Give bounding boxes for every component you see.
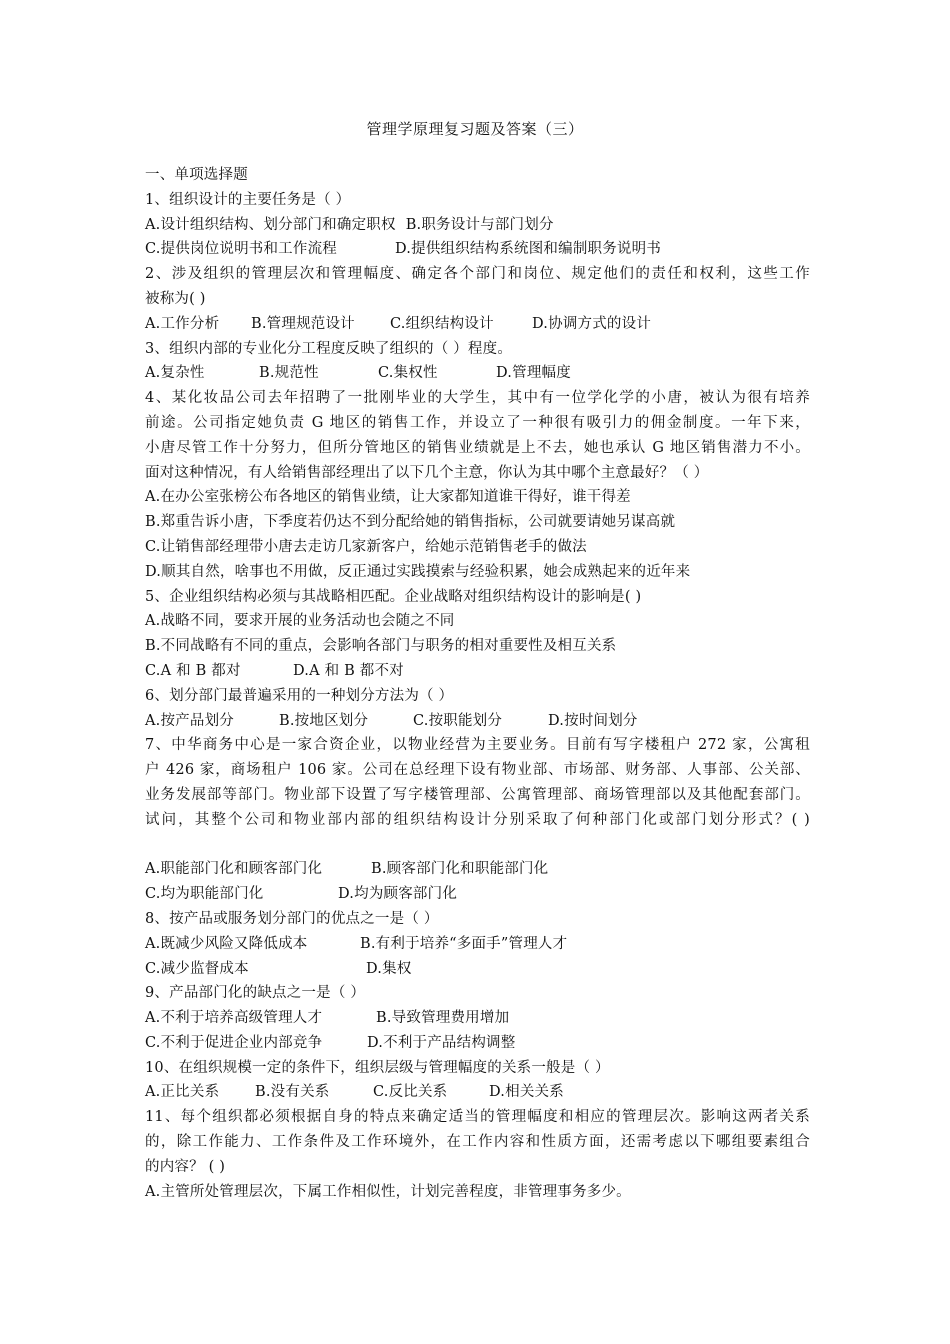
question-7-stem-line-1: 7、中华商务中心是一家合资企业，以物业经营为主要业务。目前有写字楼租户 272 家，公寓租 (145, 737, 810, 754)
question-6-option-d: D.按时间划分 (548, 712, 638, 729)
question-8-option-d: D.集权 (366, 960, 412, 977)
question-6-option-a: A.按产品划分 (145, 712, 234, 729)
question-11-stem-line-1: 11、每个组织都必须根据自身的特点来确定适当的管理幅度和相应的管理层次。影响这两者关系 (145, 1109, 810, 1126)
question-10-option-c: C.反比关系 (373, 1084, 448, 1101)
question-4-option-b: B.郑重告诉小唐，下季度若仍达不到分配给她的销售指标，公司就要请她另谋高就 (145, 514, 676, 531)
question-4-stem-line-1: 4、某化妆品公司去年招聘了一批刚毕业的大学生，其中有一位学化学的小唐，被认为很有培养 (145, 390, 810, 407)
question-1-stem: 1、组织设计的主要任务是（ ） (145, 191, 351, 208)
question-3-option-a: A.复杂性 (145, 365, 205, 382)
question-4-option-a: A.在办公室张榜公布各地区的销售业绩，让大家都知道谁干得好，谁干得差 (145, 489, 631, 506)
question-9-options-row-1 (145, 1006, 810, 1031)
question-4-stem-line-4: 面对这种情况，有人给销售部经理出了以下几个主意，你认为其中哪个主意最好？（ ） (145, 464, 709, 481)
question-1-option-d: D.提供组织结构系统图和编制职务说明书 (395, 241, 662, 258)
question-8-stem: 8、按产品或服务划分部门的优点之一是（ ） (145, 910, 439, 927)
question-7-option-d: D.均为顾客部门化 (338, 886, 458, 903)
question-9-option-d: D.不利于产品结构调整 (367, 1034, 516, 1051)
question-5-option-b: B.不同战略有不同的重点，会影响各部门与职务的相对重要性及相互关系 (145, 638, 617, 655)
question-9-option-a: A.不利于培养高级管理人才 (145, 1010, 323, 1027)
question-7-options-row-2 (145, 882, 810, 907)
question-5-options-cd (145, 659, 810, 684)
question-2-option-c: C.组织结构设计 (390, 315, 494, 332)
question-1-option-a: A.设计组织结构、划分部门和确定职权 (145, 216, 396, 233)
question-8-option-b: B.有利于培养“多面手”管理人才 (360, 935, 568, 952)
question-1-option-c: C.提供岗位说明书和工作流程 (145, 241, 337, 258)
question-2-stem-line-1: 2、涉及组织的管理层次和管理幅度、确定各个部门和岗位、规定他们的责任和权利，这些工作 (145, 266, 810, 283)
question-8-option-a: A.既减少风险又降低成本 (145, 935, 308, 952)
question-2-options (145, 312, 810, 337)
question-3-option-c: C.集权性 (378, 365, 438, 382)
question-2-stem-line-2: 被称为( ) (145, 290, 206, 307)
question-4-option-c: C.让销售部经理带小唐去走访几家新客户，给她示范销售老手的做法 (145, 538, 587, 555)
question-6-option-c: C.按职能划分 (413, 712, 503, 729)
question-7-option-b: B.顾客部门化和职能部门化 (371, 861, 549, 878)
question-10-stem: 10、在组织规模一定的条件下，组织层级与管理幅度的关系一般是（ ） (145, 1059, 610, 1076)
question-6-options (145, 709, 810, 734)
question-9-stem: 9、产品部门化的缺点之一是（ ） (145, 985, 366, 1002)
question-3-option-d: D.管理幅度 (496, 365, 571, 382)
blank-line (145, 833, 810, 858)
question-7-options-row-1 (145, 857, 810, 882)
question-5-option-a: A.战略不同，要求开展的业务活动也会随之不同 (145, 613, 455, 630)
question-11-stem-line-2: 的，除工作能力、工作条件及工作环境外，在工作内容和性质方面，还需考虑以下哪组要素组合 (145, 1134, 810, 1151)
question-4-stem-line-2: 前途。公司指定她负责 G 地区的销售工作，并设立了一种很有吸引力的佣金制度。一年下来， (145, 414, 810, 431)
question-10-options (145, 1080, 810, 1105)
question-1-options-row-1 (145, 213, 810, 238)
section-heading: 一、单项选择题 (145, 167, 248, 183)
question-6-option-b: B.按地区划分 (279, 712, 369, 729)
question-3-stem: 3、组织内部的专业化分工程度反映了组织的（ ）程度。 (145, 340, 513, 357)
question-9-option-c: C.不利于促进企业内部竞争 (145, 1034, 323, 1051)
question-10-option-d: D.相关关系 (489, 1084, 564, 1101)
question-11-option-a: A.主管所处管理层次，下属工作相似性，计划完善程度，非管理事务多少。 (145, 1183, 631, 1200)
question-7-option-a: A.职能部门化和顾客部门化 (145, 861, 323, 878)
question-list (145, 163, 810, 1204)
question-10-option-b: B.没有关系 (255, 1084, 330, 1101)
question-1-options-row-2 (145, 237, 810, 262)
question-4-stem-line-3: 小唐尽管工作十分努力，但所分管地区的销售业绩就是上不去，她也承认 G 地区销售潜力不小。 (145, 439, 810, 456)
question-2-option-d: D.协调方式的设计 (532, 315, 652, 332)
question-9-options-row-2 (145, 1031, 810, 1056)
question-8-options-row-2 (145, 957, 810, 982)
question-8-options-row-1 (145, 932, 810, 957)
question-5-option-d: D.A 和 B 都不对 (293, 662, 404, 679)
question-10-option-a: A.正比关系 (145, 1084, 220, 1101)
question-2-option-b: B.管理规范设计 (251, 315, 355, 332)
question-3-options (145, 361, 810, 386)
question-7-stem-line-3: 业务发展部等部门。物业部下设置了写字楼管理部、公寓管理部、商场管理部以及其他配套部门。 (145, 786, 810, 803)
document-title: 管理学原理复习题及答案（三） (366, 120, 584, 138)
question-1-option-b: B.职务设计与部门划分 (405, 216, 554, 233)
question-5-option-c: C.A 和 B 都对 (145, 662, 241, 679)
question-7-option-c: C.均为职能部门化 (145, 886, 264, 903)
question-5-stem: 5、企业组织结构必须与其战略相匹配。企业战略对组织结构设计的影响是( ) (145, 588, 642, 605)
question-7-stem-line-4: 试问，其整个公司和物业部内部的组织结构设计分别采取了何种部门化或部门划分形式？( ) (145, 811, 810, 828)
question-8-option-c: C.减少监督成本 (145, 960, 249, 977)
question-4-option-d: D.顺其自然，啥事也不用做，反正通过实践摸索与经验积累，她会成熟起来的近年来 (145, 563, 691, 580)
question-9-option-b: B.导致管理费用增加 (376, 1010, 510, 1027)
question-11-stem-line-3: 的内容？ ( ) (145, 1158, 226, 1175)
question-2-option-a: A.工作分析 (145, 315, 220, 332)
question-7-stem-line-2: 户 426 家，商场租户 106 家。公司在总经理下设有物业部、市场部、财务部、人事部、公关部、 (145, 762, 810, 779)
question-3-option-b: B.规范性 (259, 365, 319, 382)
question-6-stem: 6、划分部门最普遍采用的一种划分方法为（ ） (145, 687, 454, 704)
